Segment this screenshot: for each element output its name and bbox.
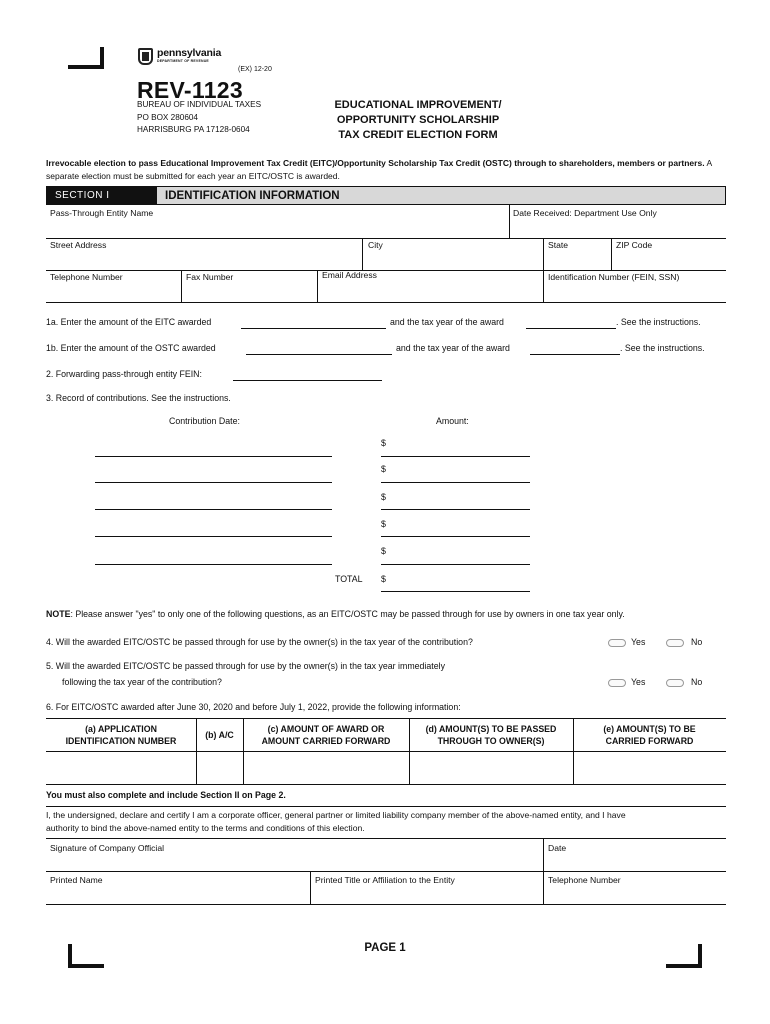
title-line: OPPORTUNITY SCHOLARSHIP — [336, 114, 500, 126]
street-address-label: Street Address — [50, 240, 107, 250]
registration-mark-top-left — [68, 47, 104, 69]
title-line: EDUCATIONAL IMPROVEMENT/ — [334, 99, 502, 111]
ostc-tax-year-input[interactable] — [530, 354, 620, 355]
section2-note: You must also complete and include Section II on Page 2. — [46, 790, 286, 800]
contribution-amount-input-5[interactable] — [381, 564, 530, 565]
application-id-input[interactable] — [46, 752, 196, 784]
logo-subtitle: DEPARTMENT OF REVENUE — [157, 59, 209, 63]
printed-name-field[interactable] — [46, 871, 310, 904]
q5-label-line1: 5. Will the awarded EITC/OSTC be passed through for use by the owner(s) in the tax year immediately — [46, 661, 445, 671]
official-telephone-label: Telephone Number — [548, 875, 621, 885]
official-telephone-field[interactable] — [544, 871, 726, 904]
dollar-sign: $ — [381, 464, 386, 474]
form-number: REV-1123 — [137, 77, 243, 103]
printed-name-label: Printed Name — [50, 875, 103, 885]
q5-yes-checkbox[interactable] — [608, 679, 626, 687]
signature-label: Signature of Company Official — [50, 843, 165, 853]
contribution-date-input-5[interactable] — [95, 564, 332, 565]
declaration-line-2: authority to bind the above-named entity to the terms and conditions of this election. — [46, 823, 365, 833]
address-line: HARRISBURG PA 17128-0604 — [137, 125, 250, 134]
total-amount-input[interactable] — [381, 591, 530, 592]
zip-label: ZIP Code — [616, 240, 653, 250]
q1b-instructions: . See the instructions. — [620, 343, 705, 353]
col-c-line: (c) AMOUNT OF AWARD OR — [267, 724, 385, 734]
forwarding-fein-input[interactable] — [233, 380, 382, 381]
col-a-line: IDENTIFICATION NUMBER — [65, 736, 177, 746]
dollar-sign: $ — [381, 519, 386, 529]
printed-title-label: Printed Title or Affiliation to the Entity — [315, 875, 455, 885]
table-col-d-header — [409, 723, 573, 747]
contribution-date-input-2[interactable] — [95, 482, 332, 483]
note-body: : Please answer "yes" to only one of the following questions, as an EITC/OSTC may be passed through for use by owners in one tax year only. — [70, 609, 625, 619]
award-amount-input[interactable] — [244, 752, 409, 784]
q5-yes-label: Yes — [631, 677, 646, 687]
col-a-line: (a) APPLICATION — [85, 724, 157, 734]
q1a-tax-year-label: and the tax year of the award — [390, 317, 504, 327]
keystone-icon — [138, 48, 153, 65]
telephone-field[interactable] — [46, 270, 181, 302]
contribution-amount-input-3[interactable] — [381, 509, 530, 510]
zip-field[interactable] — [612, 238, 726, 270]
eitc-amount-input[interactable] — [241, 328, 386, 329]
dollar-sign: $ — [381, 438, 386, 448]
q4-no-checkbox[interactable] — [666, 639, 684, 647]
section-title: IDENTIFICATION INFORMATION — [165, 189, 340, 202]
contribution-amount-input-2[interactable] — [381, 482, 530, 483]
address-line: PO BOX 280604 — [137, 112, 198, 122]
city-field[interactable] — [363, 238, 543, 270]
q1b-label: 1b. Enter the amount of the OSTC awarded — [46, 343, 216, 353]
q2-label: 2. Forwarding pass-through entity FEIN: — [46, 369, 202, 379]
table-col-b-header — [196, 729, 243, 741]
form-title — [305, 98, 531, 143]
dollar-sign: $ — [381, 546, 386, 556]
intro-bold: Irrevocable election to pass Educational Improvement Tax Credit (EITC)/Opportunity Scholarship Tax Credit (OSTC) through to shareholders, members or partners. — [46, 158, 705, 168]
contribution-date-input-4[interactable] — [95, 536, 332, 537]
col-b-line: (b) A/C — [205, 730, 234, 740]
intro-text: A separate election must be submitted for each year an EITC/OSTC is awarded. — [46, 158, 712, 181]
title-line: TAX CREDIT ELECTION FORM — [338, 129, 498, 141]
section-1-header — [46, 186, 726, 205]
ostc-amount-input[interactable] — [246, 354, 392, 355]
q3-label: 3. Record of contributions. See the instructions. — [46, 393, 231, 403]
form-version: (EX) 12-20 — [238, 66, 272, 73]
q4-yes-label: Yes — [631, 637, 646, 647]
id-number-field[interactable] — [544, 270, 726, 302]
declaration-line-1: I, the undersigned, declare and certify I am a corporate officer, general partner or limited liability company member of the above-named entity, and I have — [46, 810, 626, 820]
fax-label: Fax Number — [186, 272, 234, 282]
state-label: State — [548, 240, 569, 250]
col-e-line: CARRIED FORWARD — [605, 736, 694, 746]
state-field[interactable] — [544, 238, 611, 270]
date-field[interactable] — [544, 838, 726, 871]
contribution-date-header: Contribution Date: — [169, 416, 240, 426]
dollar-sign: $ — [381, 574, 386, 584]
id-number-label: Identification Number (FEIN, SSN) — [548, 272, 680, 282]
q5-no-label: No — [691, 677, 703, 687]
street-address-field[interactable] — [46, 238, 362, 270]
q1b-tax-year-label: and the tax year of the award — [396, 343, 510, 353]
q1a-label: 1a. Enter the amount of the EITC awarded — [46, 317, 212, 327]
printed-title-field[interactable] — [311, 871, 543, 904]
passed-through-amount-input[interactable] — [410, 752, 573, 784]
entity-name-label: Pass-Through Entity Name — [50, 208, 154, 218]
bureau-address — [137, 99, 261, 137]
table-col-c-header — [243, 723, 409, 747]
date-received-label: Date Received: Department Use Only — [513, 208, 657, 218]
section-label: SECTION I — [47, 187, 157, 204]
q6-label: 6. For EITC/OSTC awarded after June 30, 2020 and before July 1, 2022, provide the following information: — [46, 702, 461, 712]
q4-yes-checkbox[interactable] — [608, 639, 626, 647]
col-d-line: THROUGH TO OWNER(S) — [437, 736, 545, 746]
col-e-line: (e) AMOUNT(S) TO BE — [603, 724, 696, 734]
carried-forward-amount-input[interactable] — [574, 752, 726, 784]
email-field[interactable] — [318, 270, 543, 302]
note-text — [46, 609, 625, 619]
q5-label-line2: following the tax year of the contribution? — [62, 677, 222, 687]
total-label: TOTAL — [335, 574, 363, 584]
ac-input[interactable] — [197, 752, 243, 784]
q4-no-label: No — [691, 637, 703, 647]
table-col-e-header — [573, 723, 726, 747]
contribution-amount-input-4[interactable] — [381, 536, 530, 537]
q4-label: 4. Will the awarded EITC/OSTC be passed through for use by the owner(s) in the tax year of the contribution? — [46, 637, 473, 647]
signature-field[interactable] — [46, 838, 543, 871]
q1a-instructions: . See the instructions. — [616, 317, 701, 327]
election-intro — [46, 157, 726, 183]
city-label: City — [368, 240, 383, 250]
contribution-amount-input-1[interactable] — [381, 456, 530, 457]
col-c-line: AMOUNT CARRIED FORWARD — [261, 736, 391, 746]
q5-no-checkbox[interactable] — [666, 679, 684, 687]
entity-name-field[interactable] — [46, 205, 509, 238]
contribution-date-input-3[interactable] — [95, 509, 332, 510]
col-d-line: (d) AMOUNT(S) TO BE PASSED — [425, 724, 557, 734]
dollar-sign: $ — [381, 492, 386, 502]
contribution-date-input-1[interactable] — [95, 456, 332, 457]
address-line: BUREAU OF INDIVIDUAL TAXES — [137, 100, 262, 109]
date-label: Date — [548, 843, 567, 853]
eitc-tax-year-input[interactable] — [526, 328, 616, 329]
logo-name: pennsylvania — [157, 47, 222, 59]
pa-revenue-logo — [138, 48, 221, 65]
table-col-a-header — [46, 723, 196, 747]
page-number: PAGE 1 — [364, 942, 406, 954]
amount-header: Amount: — [436, 416, 469, 426]
email-label: Email Address — [322, 270, 377, 280]
note-bold: NOTE — [46, 609, 71, 619]
fax-field[interactable] — [182, 270, 317, 302]
telephone-label: Telephone Number — [50, 272, 123, 282]
